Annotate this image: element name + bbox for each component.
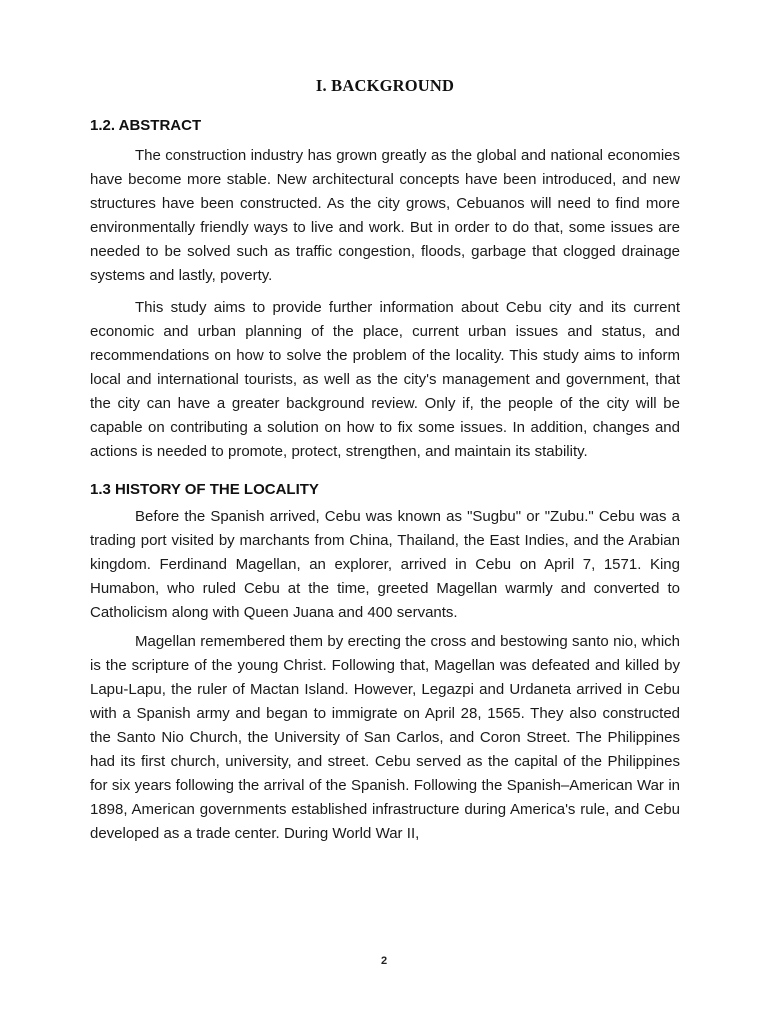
history-paragraph-1: Before the Spanish arrived, Cebu was known as "Sugbu" or "Zubu." Cebu was a trading port visited by marchants from China, Thailand, the East Indies, and the Arabian kingdom. Ferdinand Magellan, an explorer, arrived in Cebu on April 7, 1571. King Humabon, who ruled Cebu at the time, greeted Magellan warmly and converted to Catholicism along with Queen Juana and 400 servants.	[90, 508, 680, 621]
abstract-paragraph-2: This study aims to provide further information about Cebu city and its current economic and urban planning of the place, current urban issues and status, and recommendations on how to solve the problem of the locality. This study aims to inform local and international tourists, as well as the city's management and government, that the city can have a greater background review. Only if, the people of the city will be capable on contributing a solution on how to fix some issues. In addition, changes and actions is needed to promote, protect, strengthen, and maintain its stability.	[90, 299, 680, 460]
abstract-paragraph-1: The construction industry has grown greatly as the global and national economies have become more stable. New architectural concepts have been introduced, and new structures have been constructed. As the city grows, Cebuanos will need to find more environmentally friendly ways to live and work. But in order to do that, some issues are needed to be solved such as traffic congestion, floods, garbage that clogged drainage systems and lastly, poverty.	[90, 147, 680, 284]
section-heading-abstract: 1.2. ABSTRACT	[90, 117, 202, 134]
page-title: I. BACKGROUND	[315, 76, 455, 95]
page-content	[90, 0, 680, 846]
section-heading-history: 1.3 HISTORY OF THE LOCALITY	[90, 481, 319, 498]
page-number-footer: 2	[380, 955, 388, 967]
history-paragraph-2: Magellan remembered them by erecting the cross and bestowing santo nio, which is the scripture of the young Christ. Following that, Magellan was defeated and killed by Lapu-Lapu, the ruler of Mactan Island. However, Legazpi and Urdaneta arrived in Cebu with a Spanish army and began to immigrate on April 28, 1565. They also constructed the Santo Nio Church, the University of San Carlos, and Coron Street. The Philippines had its first church, university, and street. Cebu served as the capital of the Philippines for six years following the arrival of the Spanish. Following the Spanish–American War in 1898, American governments established infrastructure during America's rule, and Cebu developed as a trade center. During World War II,	[90, 633, 680, 842]
